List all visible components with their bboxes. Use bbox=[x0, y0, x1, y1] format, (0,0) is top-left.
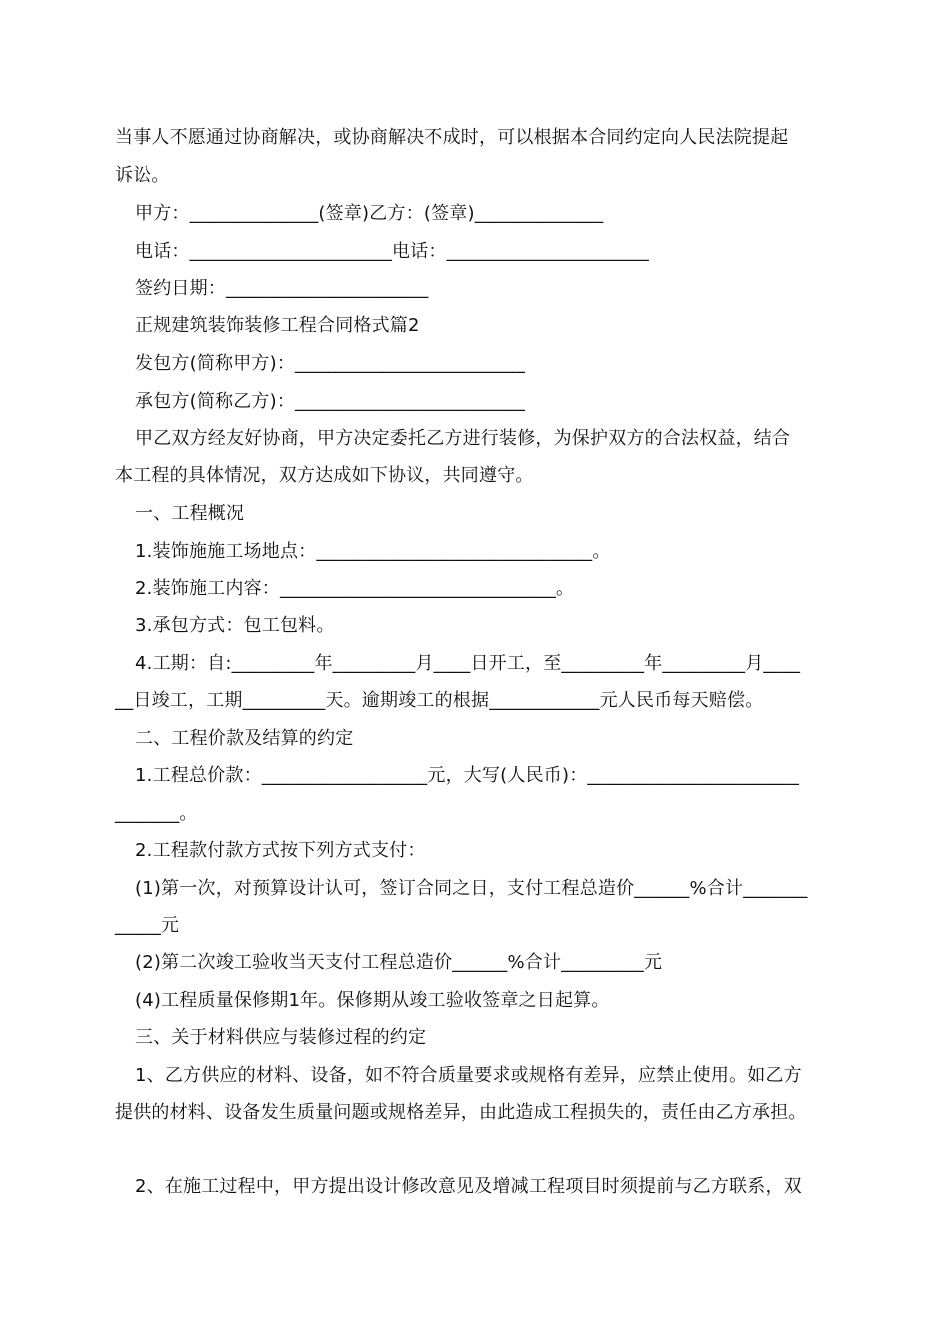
clause-line: (2)第二次竣工验收当天支付工程总造价______%合计_________元 bbox=[135, 952, 663, 973]
paragraph-line: 当事人不愿通过协商解决，或协商解决不成时，可以根据本合同约定向人民法院提起 bbox=[115, 127, 789, 148]
clause-line: 4.工期：自:_________年_________月____日开工，至_________年_________月____ bbox=[135, 653, 801, 674]
contractor-line: 承包方(简称乙方)：_________________________ bbox=[135, 391, 526, 412]
paragraph-line: 本工程的具体情况，双方达成如下协议，共同遵守。 bbox=[115, 465, 534, 486]
clause-line: (1)第一次，对预算设计认可，签订合同之日，支付工程总造价______%合计_______ bbox=[135, 878, 808, 899]
clause-line: _______。 bbox=[115, 803, 198, 824]
clause-line: 3.承包方式：包工包料。 bbox=[135, 615, 335, 636]
clause-line: 2.工程款付款方式按下列方式支付： bbox=[135, 840, 426, 861]
section-title: 正规建筑装饰装修工程合同格式篇2 bbox=[135, 315, 420, 336]
paragraph-line: 甲乙双方经友好协商，甲方决定委托乙方进行装修，为保护双方的合法权益，结合 bbox=[135, 428, 791, 449]
paragraph-line: 提供的材料、设备发生质量问题或规格差异，由此造成工程损失的，责任由乙方承担。 bbox=[115, 1102, 807, 1123]
clause-line: _____元 bbox=[115, 915, 180, 936]
clause-line: 1.工程总价款：__________________元，大写(人民币)：_______________________ bbox=[135, 765, 800, 786]
clause-line: __日竣工，工期_________天。逾期竣工的根据____________元人民币每天赔偿。 bbox=[115, 690, 764, 711]
heading-price-settlement: 二、工程价款及结算的约定 bbox=[135, 728, 354, 749]
clause-line: (4)工程质量保修期1年。保修期从竣工验收签章之日起算。 bbox=[135, 990, 610, 1011]
clause-line: 1.装饰施施工场地点：______________________________。 bbox=[135, 541, 611, 562]
paragraph-line: 2、在施工过程中，甲方提出设计修改意见及增减工程项目时须提前与乙方联系，双 bbox=[135, 1176, 802, 1197]
heading-materials: 三、关于材料供应与装修过程的约定 bbox=[135, 1027, 427, 1048]
party-a-b-signature-line: 甲方：______________(签章)乙方：(签章)______________ bbox=[135, 203, 604, 224]
heading-project-overview: 一、工程概况 bbox=[135, 503, 245, 524]
signing-date-line: 签约日期：______________________ bbox=[135, 278, 429, 299]
phone-line: 电话：______________________电话：______________________ bbox=[135, 241, 649, 262]
paragraph-line: 诉讼。 bbox=[115, 165, 170, 186]
paragraph-line: 1、乙方供应的材料、设备，如不符合质量要求或规格有差异，应禁止使用。如乙方 bbox=[135, 1065, 802, 1086]
employer-line: 发包方(简称甲方)：_________________________ bbox=[135, 353, 526, 374]
clause-line: 2.装饰施工内容：______________________________。 bbox=[135, 578, 575, 599]
